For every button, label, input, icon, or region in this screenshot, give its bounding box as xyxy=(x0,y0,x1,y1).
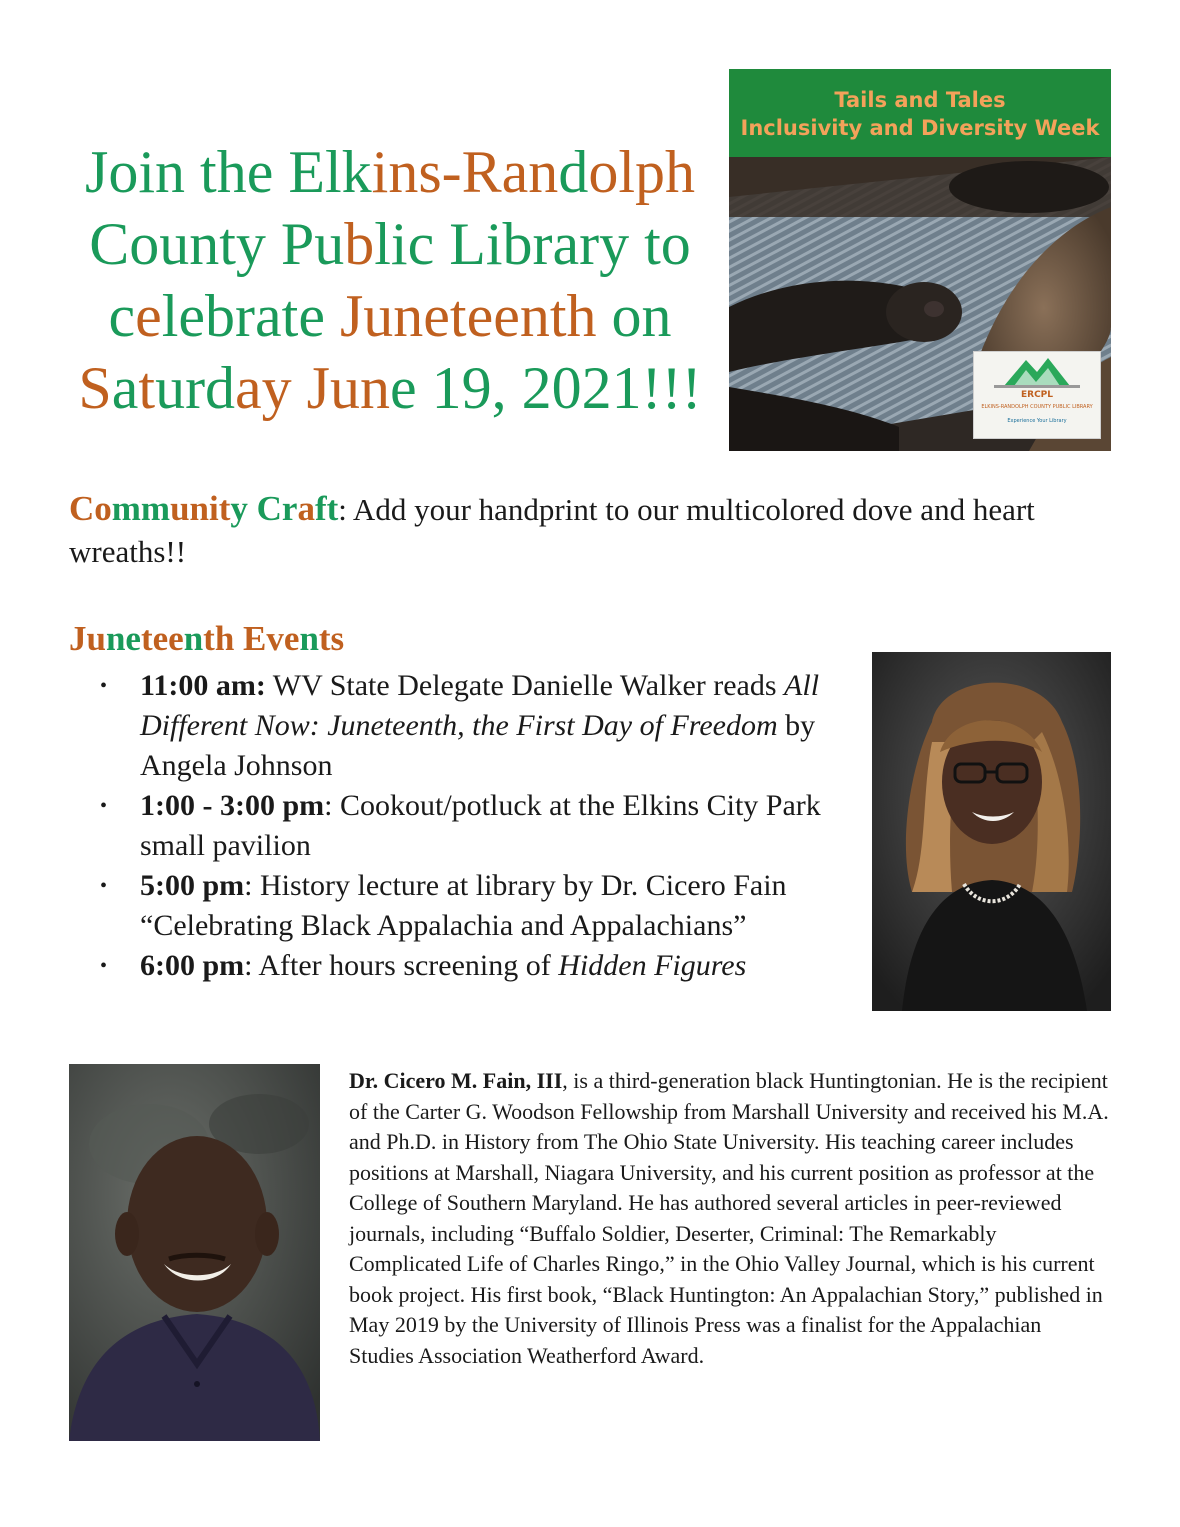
headline-segment: S xyxy=(78,355,112,421)
cicero-fain-bio xyxy=(349,1066,1109,1371)
event-film-title: Hidden Figures xyxy=(558,949,747,982)
events-heading-segment: Ju xyxy=(69,619,106,658)
tails-and-tales-promo-image xyxy=(729,69,1111,451)
bio-name: Dr. Cicero M. Fain, III xyxy=(349,1068,563,1093)
event-description-end: by Angela Johnson xyxy=(140,709,816,782)
event-time: 5:00 pm xyxy=(140,869,245,902)
danielle-walker-portrait xyxy=(872,652,1111,1011)
mountain-logo-icon xyxy=(974,352,1100,392)
bio-text: , is a third-generation black Huntingtonian. He is the recipient of the Carter G. Woodson Fellowship from Marshall University and received his M.A. and Ph.D. in History from The Ohio State University. His teaching career includes positions at Marshall, Niagara University, and his current position as professor at the College of Southern Maryland. He has authored several articles in peer-reviewed journals, including “Buffalo Soldier, Deserter, Criminal: The Remarkably Complicated Life of Charles Ringo,” in the Ohio Valley Journal, which is his current book project. His first book, “Black Huntington: An Appalachian Story,” published in May 2019 by the University of Illinois Press was a finalist for the Appalachian Studies Association Weatherford Award. xyxy=(349,1068,1109,1368)
events-heading-segment: Eve xyxy=(234,619,300,658)
headline-segment: ay Jun xyxy=(235,355,391,421)
craft-label-segment: Co xyxy=(69,489,112,528)
headline-segment: olph xyxy=(588,139,695,205)
headline-segment: e 19, 2021!!! xyxy=(390,355,702,421)
headline-segment: Juneteenth xyxy=(339,283,597,349)
events-heading-segment: ne xyxy=(105,619,141,658)
event-item xyxy=(100,946,840,986)
logo-abbreviation: ERCPL xyxy=(1020,390,1053,400)
headline-segment: on xyxy=(596,283,672,349)
event-item xyxy=(100,786,840,866)
headline-line-4 xyxy=(40,352,740,424)
promo-title-line-1: Tails and Tales xyxy=(834,88,1006,112)
event-item xyxy=(100,866,840,946)
event-description: : Cookout/potluck at the Elkins City Park small pavilion xyxy=(140,789,821,862)
headline-line-2 xyxy=(40,208,740,280)
cicero-fain-portrait xyxy=(69,1064,320,1441)
headline-segment: urd xyxy=(155,355,236,421)
promo-banner xyxy=(729,69,1111,157)
event-time: 6:00 pm xyxy=(140,949,245,982)
events-heading-segment: n xyxy=(183,619,204,658)
event-book-title: All Different Now: Juneteenth, the First Day of Freedom xyxy=(140,669,820,742)
events-heading xyxy=(69,617,344,661)
event-description: : After hours screening of xyxy=(244,949,559,982)
headline-segment: ins-Ran xyxy=(371,139,559,205)
headline-segment: e xyxy=(135,283,162,349)
craft-label-segment: y Cr xyxy=(230,489,298,528)
logo-tagline: Experience Your Library xyxy=(1007,418,1067,424)
headline-segment: d xyxy=(558,139,589,205)
events-heading-segment: ts xyxy=(318,619,345,658)
ercpl-logo xyxy=(973,351,1101,439)
headline-segment: Join the Elk xyxy=(85,139,372,205)
events-heading-segment: n xyxy=(299,619,319,658)
craft-label-segment: ft xyxy=(314,489,339,528)
event-description: WV State Delegate Danielle Walker reads xyxy=(265,669,785,702)
event-time: 11:00 am: xyxy=(140,669,266,702)
craft-label-segment: unit xyxy=(170,489,231,528)
craft-label-segment: mm xyxy=(111,489,171,528)
headline-segment: b xyxy=(344,211,375,277)
headline-line-3 xyxy=(40,280,740,352)
headline-segment: t xyxy=(138,355,156,421)
events-heading-segment: th xyxy=(203,619,235,658)
headline-segment: lebrate xyxy=(161,283,340,349)
event-item xyxy=(100,666,840,786)
headline-segment: County Pu xyxy=(89,211,345,277)
headline-segment: lic Library to xyxy=(374,211,691,277)
headline-segment: a xyxy=(111,355,139,421)
event-time: 1:00 - 3:00 pm xyxy=(140,789,325,822)
promo-title-line-2: Inclusivity and Diversity Week xyxy=(740,116,1100,140)
event-description: : History lecture at library by Dr. Cicero Fain “Celebrating Black Appalachia and Appalachians” xyxy=(140,869,787,942)
events-heading-segment: tee xyxy=(140,619,184,658)
community-craft-label xyxy=(69,489,338,528)
craft-label-segment: a xyxy=(297,489,315,528)
community-craft-section xyxy=(69,488,1119,573)
headline-segment: c xyxy=(108,283,136,349)
community-craft-text: : Add your handprint to our multicolored dove and heart wreaths!! xyxy=(69,492,1035,569)
headline-line-1 xyxy=(40,136,740,208)
logo-library-name: ELKINS-RANDOLPH COUNTY PUBLIC LIBRARY xyxy=(981,404,1093,410)
event-headline xyxy=(40,136,740,424)
events-list xyxy=(100,666,840,986)
